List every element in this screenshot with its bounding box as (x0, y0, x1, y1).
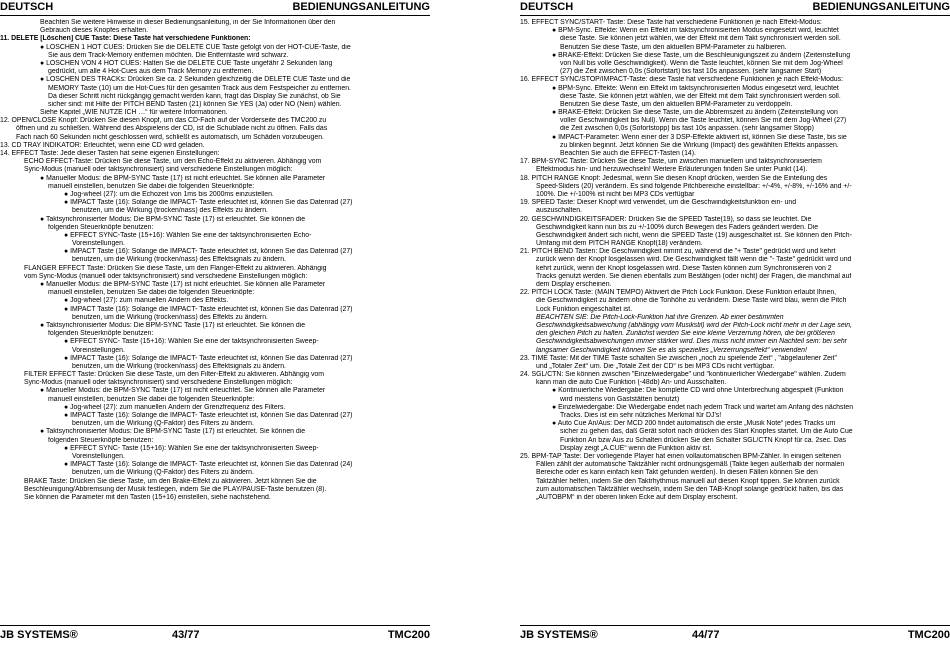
text-line: folgenden Steuerknöpfe benutzen: (48, 330, 154, 338)
text-line: Fällen zählt der automatische Taktzähler nicht ordnungsgemäß (Takte liegen außerhalb der normalen (536, 461, 845, 469)
text-line: gedrückt, um alle 4 Hot-Cues aus dem Track Memory zu entfernen. (48, 68, 254, 76)
text-line: 13. CD TRAY INDIKATOR: Erleuchtet, wenn eine CD wird geladen. (0, 141, 205, 149)
text-line: Speed-Sliders (20) verändern. Es sind folgende Pitchbereiche einstellbar: +/-4%, +/-8%, +/-16% and +/- (536, 182, 852, 190)
text-line: Tracks genutzt werden. Sie dienen ebenfalls zum Bestätigen (oder nicht) der Fragen, die manchmal auf (536, 272, 852, 280)
text-line: Geschwindigkeit ändert sich nicht, wenn die SPEED Taste (19) ausgeschaltet ist. Sie können den Pitch- (536, 231, 852, 239)
text-line: 22. PITCH LOCK Taste: (MAIN TEMPO) Aktiviert die Pitch Lock Funktion. Diese Funktion erlaubt Ihnen, (520, 289, 837, 297)
text-line: 15. EFFECT SYNC/START- Taste: Diese Taste hat verschiedene Funktionen je nach Effekt-Modus: (520, 19, 822, 26)
text-line: benutzen, um die Wirkung (Q-Faktor) des Filters zu ändern. (72, 469, 254, 477)
text-line: die Geschwindigkeit zu ändern ohne die Tonhöhe zu verändern. Diese Taste wird blau, wenn die Pitch (536, 297, 847, 305)
footer-model: TMC200 (907, 629, 950, 641)
text-line: ● EFFECT SYNC-Taste (15+16): Wählen Sie eine der taktsynchronisierten Echo- (64, 231, 312, 239)
text-line: ● Einzelwiedergabe: Die Wiedergabe endet nach jedem Track und wartet am Anfang des nächsten (552, 403, 854, 411)
text-line: ● IMPACT Taste (16): Solange die IMPACT- Taste erleuchtet ist, können Sie das Datenrad (24) (64, 461, 353, 469)
text-line: Da dieser Schritt nicht rückgängig gemacht werden kann, fragt das Display Sie zunächst, ob Sie (48, 92, 341, 100)
text-line: Voreinstellungen. (72, 240, 125, 248)
text-line: öffnen und zu schließen. Während des Abspielens der CD, ist die Schublade nicht zu öffnen. Falls das (16, 125, 328, 133)
text-line: von Null bis volle Geschwindigkeit). Wenn die Taste leuchtet, können Sie mit dem Jog-Wheel (560, 59, 843, 67)
text-line: kann man die auto Cue Funktion (-48db) An- und Ausschalten. (536, 379, 727, 387)
text-line: 23. TIME Taste: Mit der TIME Taste schalten Sie zwischen „noch zu spielende Zeit“ , "abgelaufener Zeit" (520, 354, 837, 362)
text-line: zum automatischen Taktzähler wechseln, indem Sie den TAB-Knopf solange gedrückt halten, bis das (536, 485, 844, 493)
text-line: ● IMPACT-Parameter: Wenn einer der 3 DSP-Effekte aktiviert ist, können Sie diese Taste, bis sie (552, 133, 847, 141)
text-line: langsamer Geschwindigkeit können Sie es als spezielles „Verzerrungseffekt“ verwenden! (536, 346, 807, 354)
text-line: BRAKE Taste: Drücken Sie diese Taste, um den Brake-Effekt zu aktivieren. Jetzt können Sie die (24, 477, 317, 485)
text-line: zu blinken beginnt. Jetzt können Sie die Wirkung (Impact) des gewählten Effekts anpassen. (560, 141, 839, 149)
text-line: Gebrauch dieses Knopfes erhalten. (40, 27, 149, 35)
text-line: diese Taste. Sie können jetzt wählen, wie der Effekt mit dem Takt synchronisiert werden soll. (560, 92, 841, 100)
text-line: ● Jog-wheel (27): um die Echozeit von 1ms bis 2000ms einzustellen. (64, 190, 274, 198)
page-header (520, 0, 950, 16)
text-line: ● IMPACT Taste (16): Solange die IMPACT- Taste erleuchtet ist, können Sie das Datenrad (27) (64, 199, 353, 207)
text-line: Beschleunigung/Abbremsung der Musik festlegen, indem Sie die PLAY/PAUSE-Taste benutzen (8). (24, 485, 327, 493)
text-line: ● Kontinuierliche Wiedergabe: Die komplette CD wird ohne Unterbrechung abgespielt (Funktion (552, 387, 844, 395)
text-line: dem Display erscheinen. (536, 281, 612, 288)
text-line: benutzen, um die Wirkung (Q-Faktor) des Filters zu ändern. (72, 420, 254, 428)
text-line: Beachten Sie weitere Hinweise in dieser Bedienungsanleitung, in der Sie Informationen über den (40, 19, 336, 26)
text-line: Sync-Modus (manuell oder taktsynchronisiert) sind verschiedene Einstellungen möglich: (24, 379, 293, 387)
text-line: Tracks. Dies ist ein sehr nützliches Merkmal für DJ's! (560, 412, 722, 419)
page-header (0, 0, 430, 16)
text-line: Sync-Modus (manuell oder taktsynchronisiert) sind verschiedene Einstellungen möglich: (24, 166, 293, 174)
text-line: ● Jog-wheel (27): zum manuellen Ändern des Effekts. (64, 297, 229, 305)
text-line: ECHO EFFECT-Taste: Drücken Sie diese Taste, um den Echo-Effekt zu aktivieren. Abhängig vom (24, 158, 322, 166)
text-line: ● Manueller Modus: die BPM-SYNC Taste (17) ist nicht erleuchtet. Sie können alle Parameter (40, 387, 326, 395)
page-footer (0, 625, 430, 642)
text-line: BEACHTEN SIE: Die Pitch-Lock-Funktion hat ihre Grenzen. Ab einer bestimmten (536, 313, 784, 321)
text-line: folgenden Steuerknöpfe benutzen: (48, 223, 154, 231)
text-line: Bereiche oder es kann einfach kein Takt gefunden werden). In diesen Fällen können Sie den (536, 469, 818, 477)
text-line: Taktzähler helfen, indem Sie den Taktrhythmus manuell auf diesen Knopf tippen. Sie können zurück (536, 477, 840, 485)
text-line: ● IMPACT Taste (16): Solange die IMPACT- Taste erleuchtet ist, können Sie das Datenrad (27) (64, 354, 353, 362)
manual-page-right (520, 0, 950, 654)
text-line: ● Auto Cue An/Aus: Der MCD 200 findet automatisch die erste „Musik Note“ jedes Tracks um (552, 420, 836, 428)
text-line: Benutzen Sie diese Taste, um den aktuellen BPM-Parameter zu verdoppeln. (560, 100, 793, 108)
text-line: Beachten Sie auch die EFFECT-Tasten (14). (560, 150, 696, 157)
page-body (520, 19, 950, 621)
footer-model: TMC200 (387, 629, 430, 641)
text-line: Effektmodus hin- und herzuwechseln! Weitere Erläuterungen finden Sie unter Punkt (14). (536, 166, 808, 174)
text-line: benutzen, um die Wirkung (trocken/nass) des Effekts zu ändern. (72, 313, 268, 321)
text-line: ● Taktsynchronisierter Modus: Die BPM-SYNC Taste (17) ist erleuchtet. Sie können die (40, 215, 306, 223)
manual-page-left (0, 0, 430, 654)
text-line: 16. EFFECT SYNC/STOP/IMPACT-Taste: diese Taste hat verschiedene Funktionen je nach Effekt-Modus: (520, 76, 843, 84)
footer-brand: JB SYSTEMS® (520, 629, 598, 641)
text-line: ● Taktsynchronisierter Modus: Die BPM-SYNC Taste (17) ist erleuchtet. Sie können die (40, 428, 306, 436)
text-line: 21. PITCH BEND Tasten: Die Geschwindigkeit nimmt zu, während die "+ Taste" gedrückt wird und kehrt (520, 248, 836, 256)
header-title: BEDIENUNGSANLEITUNG (812, 1, 950, 13)
text-line: „AUTOBPM“ in der oberen linken Ecke auf dem Display erscheint. (536, 493, 738, 501)
text-line: folgenden Steuerknöpfe benutzen: (48, 436, 154, 444)
text-line: benutzen, um die Wirkung (trocken/nass) des Effekts zu ändern. (72, 207, 268, 215)
text-line: ● LÖSCHEN DES TRACKs: Drücken Sie ca. 2 Sekunden gleichzeitig die DELETE CUE Taste und die (40, 76, 351, 84)
text-line: ● IMPACT Taste (16): Solange die IMPACT- Taste erleuchtet ist, können Sie das Datenrad (27) (64, 305, 353, 313)
footer-brand: JB SYSTEMS® (0, 629, 78, 641)
text-line: manuell einstellen, benutzen Sie dabei die folgenden Steuerknöpfe: (48, 395, 255, 403)
text-line: Umfang mit dem PITCH RANGE Knopf(18) verändern. (536, 240, 703, 248)
text-line: 25. BPM-TAP Taste: Der vorliegende Player hat einen vollautomatischen BPM-Zähler. In einigen seltenen (520, 452, 841, 460)
header-language: DEUTSCH (520, 1, 574, 13)
text-line: 19. SPEED Taste: Dieser Knopf wird verwendet, um die Geschwindigkeitsfunktion ein- und (520, 199, 797, 207)
text-line: ● Manueller Modus: die BPM-SYNC Taste (17) ist nicht erleuchtet. Sie können alle Parameter (40, 174, 326, 182)
text-line: vom Sync-Modus (manuell oder taktsynchronisiert) sind verschiedene Einstellungen möglich: (24, 272, 308, 280)
text-line: 12. OPEN/CLOSE Knopf: Drücken Sie diesen Knopf, um das CD-Fach auf der Vorderseite des TMC200 zu (0, 117, 327, 125)
footer-page-number: 44/77 (692, 629, 720, 641)
text-line: ● EFFECT SYNC- Taste (15+16): Wählen Sie eine der taktsynchronisierten Sweep- (64, 444, 319, 452)
text-line: zurück wenn der Knopf losgelassen wird. Die Geschwindigkeit fällt wenn die "- Taste" gedrückt wird und (536, 256, 852, 264)
text-line: wird meistens von Gaststätten benutzt) (560, 395, 680, 403)
text-line: ● BPM-Sync. Effekte: Wenn ein Effekt im taktsynchronisierten Modus eingesetzt wird, leuchtet (552, 84, 839, 92)
text-line: Voreinstellungen. (72, 346, 125, 354)
header-language: DEUTSCH (0, 1, 54, 13)
text-line: auszuschalten. (536, 207, 582, 215)
text-line: ● IMPACT Taste (16): Solange die IMPACT- Taste erleuchtet ist, können Sie das Datenrad (27) (64, 412, 353, 419)
text-line: die Zeit zwischen 0,0s (Sofortstopp) bis fast 10s anpassen. (sehr langsamer Stopp) (560, 125, 814, 133)
text-line: manuell einstellen, benutzen Sie dabei die folgenden Steuerknöpfe: (48, 182, 255, 190)
text-line: ● Jog-wheel (27): zum manuellen Ändern der Grenzfrequenz des Filters. (64, 403, 286, 411)
text-line: 11. DELETE [Löschen] CUE Taste: Diese Taste hat verschiedene Funktionen: (0, 35, 251, 43)
text-line: diese Taste. Sie können jetzt wählen, wie der Effekt mit dem Takt synchronisiert werden soll. (560, 35, 841, 43)
text-line: ● IMPACT Taste (16): Solange die IMPACT- Taste erleuchtet ist, können Sie das Datenrad (27) (64, 248, 353, 256)
text-line: ● BRAKE-Effekt: Drücken Sie diese Taste, um die Abbremszeit zu ändern (Zeiteinstellung von (552, 109, 838, 117)
text-line: Fach nach 60 Sekunden nicht geschlossen wird, schließt es automatisch, um Schäden vorzubeugen. (16, 133, 324, 141)
text-line: ● BRAKE-Effekt: Drücken Sie diese Taste, um die Beschleunigungszeit zu ändern (Zeiteinstellung (552, 51, 851, 59)
text-line: 24. SGL/CTN: Sie können zwischen "Einzelwiedergabe" und "kontinuierlicher Wiedergabe" wählen. Zudem (520, 371, 846, 379)
text-line: ● Manueller Modus: die BPM-SYNC Taste (17) ist nicht erleuchtet. Sie können alle Parameter (40, 281, 326, 288)
text-line: Siehe Kapitel „WIE NUTZE ICH …“ für weitere Informationen. (40, 109, 228, 117)
text-line: sicher zu gehen das, daß Gerät sofort nach drücken des Start Knopfes startet. Um die Auto Cue (560, 428, 853, 436)
text-line: Funktion An bzw Aus zu Schalten drücken Sie den Schalter SGL/CTN Knopf für ca. 2sec. Das (560, 436, 847, 444)
text-line: 17. BPM-SYNC Taste: Drücken Sie diese Taste, um zwischen manuellem und taktsynchronisiertem (520, 158, 822, 166)
text-line: 100%. Die +/-100% ist nicht bei MP3 CDs verfügbar (536, 190, 695, 198)
text-line: Lock Funktion eingeschaltet ist. (536, 305, 633, 313)
text-line: Sie aus dem Track-Memory entfernen möchten. Die Entferntaste wird schwarz. (48, 51, 289, 59)
text-line: FLANGER EFFECT Taste: Drücken Sie diese Taste, um den Flanger-Effekt zu aktivieren. Abhängig (24, 264, 327, 272)
text-line: Benutzen Sie diese Taste, um den aktuellen BPM-Parameter zu halbieren. (560, 43, 787, 51)
text-line: kehrt zurück, wenn der Knopf losgelassen wird. Diese Tasten können zum Synchronisieren von 2 (536, 264, 832, 272)
text-line: ● EFFECT SYNC- Taste (15+16): Wählen Sie eine der taktsynchronisierten Sweep- (64, 338, 319, 346)
text-line: 18. PITCH RANGE Knopf: Jedesmal, wenn Sie diesen Knopf drücken, werden Sie die Einteilung des (520, 174, 828, 182)
text-line: und „Totaler Zeit“ um. Die „Totale Zeit der CD“ is bei MP3 CDs nicht verfügbar. (536, 362, 775, 370)
text-line: sicher sind: mit Hilfe der PITCH BEND Tasten (21) können Sie YES (Ja) oder NO (Nein) wählen. (48, 100, 342, 108)
text-line: voller Geschwindigkeit bis Null). Wenn die Taste leuchtet, können Sie mit dem Jog-Wheel (27) (560, 117, 847, 125)
text-line: Geschwindigkeitsabweichung (abhängig vom Musikstil) wird der Pitch-Lock nicht mehr in der Lage sein, (536, 321, 852, 329)
text-line: ● BPM-Sync. Effekte: Wenn ein Effekt im taktsynchronisierten Modus eingesetzt wird, leuchtet (552, 27, 839, 35)
text-line: MEMORY Taste (10) um die Hot-Cues für den gesamten Track aus dem Festspeicher zu entfernen. (48, 84, 351, 92)
text-line: den gleichen Pitch zu halten. Zunächst werden Sie eine kleine Verzerrung hören, die bei größeren (536, 330, 835, 338)
text-line: benutzen, um die Wirkung (trocken/nass) des Effektsignals zu ändern. (72, 362, 286, 370)
text-line: ● LÖSCHEN 1 HOT CUES: Drücken Sie die DELETE CUE Taste gefolgt von der HOT-CUE-Taste, die (40, 43, 351, 51)
text-line: 20. GESCHWINDIGKEITSFADER: Drücken Sie die SPEED Taste(19), so dass sie leuchtet. Die (520, 215, 812, 223)
text-line: Display zeigt „A.CUE“ wenn die Funktion aktiv ist. (560, 444, 712, 452)
text-line: Geschwindigkeit kann nun bis zu +/-100% durch Bewegen des Faders geändert werden. Die (536, 223, 819, 231)
page-body (0, 19, 430, 621)
footer-page-number: 43/77 (172, 629, 200, 641)
text-line: FILTER EFFECT Taste: Drücken Sie diese Taste, um den Filter-Effekt zu aktivieren. Abhängig vom (24, 371, 324, 379)
text-line: ● Taktsynchronisierter Modus: Die BPM-SYNC Taste (17) ist erleuchtet. Sie können die (40, 321, 306, 329)
text-line: Voreinstellungen. (72, 452, 125, 460)
text-line: manuell einstellen, benutzen Sie dabei die folgenden Steuerknöpfe: (48, 289, 255, 297)
text-line: (27) die Zeit zwischen 0,0s (Sofortstart) bis fast 10s anpassen. (sehr langsamer Start) (560, 68, 822, 76)
text-line: 14. EFFECT Taste: Jede dieser Tasten hat seine eigenen Einstellungen: (0, 150, 220, 157)
page-footer (520, 625, 950, 642)
text-line: Sie können die Parameter mit den Tasten (15+16) einstellen, siehe nachstehend. (24, 493, 271, 501)
header-title: BEDIENUNGSANLEITUNG (292, 1, 430, 13)
text-line: ● LÖSCHEN VON 4 HOT CUES: Halten Sie die DELETE CUE Taste ungefähr 2 Sekunden lang (40, 59, 333, 67)
text-line: Geschwindigkeitsabweichungen immer stärker wird. Dies muss nicht immer ein Nachteil sein: bei sehr (536, 338, 847, 346)
text-line: benutzen, um die Wirkung (trocken/nass) des Effektsignals zu ändern. (72, 256, 286, 264)
